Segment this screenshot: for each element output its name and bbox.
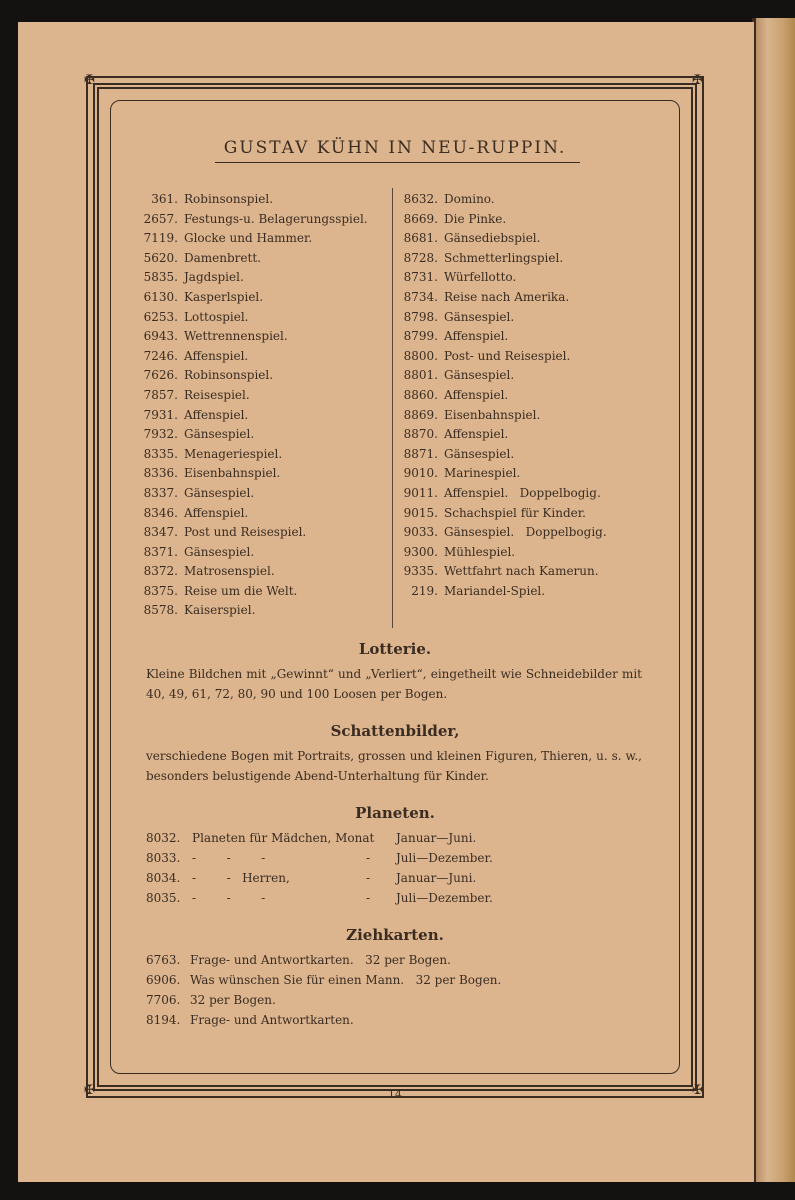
item-number: 8347.: [143, 525, 178, 540]
list-item: [140, 582, 390, 602]
list-item: [400, 249, 650, 269]
list-item: [146, 888, 642, 908]
item-name: Domino.: [444, 192, 495, 206]
lotterie-description: Kleine Bildchen mit „Gewinnt“ und „Verliert“, eingetheilt wie Schneidebilder mit 40, 49, 61, 72, 80, 90 und 100 Loosen per Bogen.: [146, 667, 642, 701]
list-item: [400, 210, 650, 230]
item-number: 8194.: [146, 1013, 181, 1027]
item-name: 32 per Bogen.: [190, 993, 276, 1007]
item-number: 7246.: [143, 348, 178, 363]
item-number: 8869.: [403, 407, 438, 422]
list-item: [140, 210, 390, 230]
list-item: [400, 347, 650, 367]
item-number: 5620.: [143, 250, 178, 265]
item-number: 8870.: [403, 427, 438, 442]
item-number: 8800.: [403, 348, 438, 363]
list-item: [146, 868, 642, 888]
item-name: Frage- und Antwortkarten.: [190, 1013, 354, 1027]
item-number: 7931.: [143, 407, 178, 422]
item-name: Würfellotto.: [444, 270, 517, 285]
item-number: 7857.: [143, 387, 178, 402]
facing-page-edge: [756, 18, 795, 1182]
list-item: [140, 347, 390, 367]
item-name: Marinespiel.: [444, 466, 521, 481]
planeten-c2: -: [366, 851, 371, 865]
list-item: [400, 582, 650, 602]
list-item: [400, 308, 650, 328]
list-item: [140, 406, 390, 426]
item-number: 8871.: [403, 446, 438, 461]
item-number: 8669.: [403, 211, 438, 226]
section-heading-schattenbilder: Schattenbilder,: [330, 722, 460, 740]
list-item: [146, 990, 642, 1010]
item-name: Gänsespiel.: [184, 427, 255, 442]
corner-ornament-icon: ✠: [692, 1083, 703, 1098]
item-name: Eisenbahnspiel.: [444, 407, 541, 422]
list-item: [140, 249, 390, 269]
list-item: [400, 425, 650, 445]
item-number: 6906.: [146, 973, 181, 987]
item-name: Reise um die Welt.: [184, 583, 298, 598]
planeten-c1: - - Herren,: [192, 871, 290, 885]
item-number: 9335.: [403, 564, 438, 579]
column-divider: [392, 188, 393, 628]
list-item: [146, 1010, 642, 1030]
list-item: [400, 504, 650, 524]
item-name: Affenspiel. Doppelbogig.: [444, 485, 601, 500]
list-item: [140, 504, 390, 524]
list-item: [140, 601, 390, 621]
item-name: Glocke und Hammer.: [184, 231, 313, 246]
list-item: [400, 406, 650, 426]
list-item: [400, 268, 650, 288]
item-name: Gänsespiel. Doppelbogig.: [444, 525, 607, 540]
list-item: [400, 288, 650, 308]
games-list-left: [140, 190, 390, 621]
planeten-c3: Juli—Dezember.: [396, 891, 493, 905]
list-item: [140, 229, 390, 249]
title-underline: [215, 162, 580, 163]
item-number: 6253.: [143, 309, 178, 324]
ziehkarten-list: [146, 950, 642, 1030]
list-item: [146, 950, 642, 970]
item-name: Die Pinke.: [444, 211, 507, 226]
list-item: [140, 386, 390, 406]
item-number: 8734.: [403, 289, 438, 304]
item-number: 219.: [411, 583, 438, 598]
item-name: Menageriespiel.: [184, 446, 283, 461]
item-name: Frage- und Antwortkarten. 32 per Bogen.: [190, 953, 451, 967]
item-number: 8728.: [403, 250, 438, 265]
item-number: 8798.: [403, 309, 438, 324]
section-heading-ziehkarten: Ziehkarten.: [346, 926, 444, 944]
item-name: Robinsonspiel.: [184, 368, 274, 383]
item-name: Matrosenspiel.: [184, 564, 275, 579]
list-item: [400, 366, 650, 386]
section-heading-planeten: Planeten.: [355, 804, 435, 822]
planeten-c1: Planeten für Mädchen, Monat: [192, 831, 375, 845]
item-number: 7119.: [143, 231, 178, 246]
item-name: Post- und Reisespiel.: [444, 348, 571, 363]
item-number: 9011.: [403, 485, 438, 500]
item-number: 8375.: [143, 583, 178, 598]
page-number: 14: [388, 1088, 402, 1101]
item-number: 8731.: [403, 270, 438, 285]
item-number: 9010.: [403, 466, 438, 481]
item-name: Eisenbahnspiel.: [184, 466, 281, 481]
item-name: Wettrennenspiel.: [184, 329, 288, 344]
list-item: [400, 523, 650, 543]
item-name: Kasperlspiel.: [184, 289, 264, 304]
item-name: Gänsespiel.: [444, 446, 515, 461]
item-number: 5835.: [143, 270, 178, 285]
item-number: 6130.: [143, 289, 178, 304]
planeten-c2: -: [366, 891, 371, 905]
list-item: [140, 464, 390, 484]
list-item: [140, 445, 390, 465]
planeten-c3: Januar—Juni.: [396, 871, 477, 885]
item-name: Affenspiel.: [444, 329, 509, 344]
item-name: Affenspiel.: [184, 348, 249, 363]
list-item: [140, 562, 390, 582]
list-item: [400, 327, 650, 347]
list-item: [140, 268, 390, 288]
item-name: Affenspiel.: [444, 387, 509, 402]
item-number: 8681.: [403, 231, 438, 246]
list-item: [140, 366, 390, 386]
item-name: Gänsediebspiel.: [444, 231, 541, 246]
item-number: 9015.: [403, 505, 438, 520]
item-number: 7626.: [143, 368, 178, 383]
planeten-num: 8035.: [146, 891, 181, 905]
item-number: 8337.: [143, 485, 178, 500]
item-number: 8346.: [143, 505, 178, 520]
page-title: GUSTAV KÜHN IN NEU-RUPPIN.: [223, 138, 567, 158]
planeten-num: 8032.: [146, 831, 181, 845]
planeten-c2: -: [366, 871, 371, 885]
corner-ornament-icon: ✠: [84, 73, 95, 88]
schattenbilder-description: verschiedene Bogen mit Portraits, grossen und kleinen Figuren, Thieren, u. s. w., besonders belustigende Abend-Unterhaltung für Kinder.: [146, 749, 642, 783]
list-item: [400, 190, 650, 210]
item-name: Affenspiel.: [184, 407, 249, 422]
planeten-num: 8034.: [146, 871, 181, 885]
item-number: 6943.: [143, 329, 178, 344]
list-item: [140, 484, 390, 504]
list-item: [146, 970, 642, 990]
item-number: 8578.: [143, 603, 178, 618]
list-item: [140, 523, 390, 543]
list-item: [400, 386, 650, 406]
list-item: [400, 562, 650, 582]
item-number: 8335.: [143, 446, 178, 461]
item-name: Mühlespiel.: [444, 544, 516, 559]
list-item: [146, 828, 642, 848]
item-name: Affenspiel.: [184, 505, 249, 520]
item-name: Lottospiel.: [184, 309, 249, 324]
list-item: [400, 543, 650, 563]
list-item: [140, 543, 390, 563]
planeten-c3: Juli—Dezember.: [396, 851, 493, 865]
item-name: Gänsespiel.: [184, 544, 255, 559]
item-name: Affenspiel.: [444, 427, 509, 442]
list-item: [146, 848, 642, 868]
planeten-c3: Januar—Juni.: [396, 831, 477, 845]
item-name: Schachspiel für Kinder.: [444, 505, 586, 520]
item-name: Kaiserspiel.: [184, 603, 256, 618]
item-number: 6763.: [146, 953, 181, 967]
item-number: 361.: [151, 192, 178, 206]
item-name: Gänsespiel.: [184, 485, 255, 500]
item-name: Post und Reisespiel.: [184, 525, 307, 540]
item-number: 8632.: [403, 192, 438, 206]
list-item: [140, 308, 390, 328]
item-name: Reise nach Amerika.: [444, 289, 570, 304]
list-item: [140, 190, 390, 210]
item-number: 8372.: [143, 564, 178, 579]
planeten-c1: - - -: [192, 891, 266, 905]
item-number: 8336.: [143, 466, 178, 481]
item-number: 7932.: [143, 427, 178, 442]
item-number: 7706.: [146, 993, 181, 1007]
item-name: Festungs-u. Belagerungsspiel.: [184, 211, 368, 226]
planeten-list: [146, 828, 642, 908]
item-number: 8799.: [403, 329, 438, 344]
item-name: Robinsonspiel.: [184, 192, 274, 206]
corner-ornament-icon: ✠: [692, 73, 703, 88]
list-item: [140, 327, 390, 347]
section-heading-lotterie: Lotterie.: [358, 640, 432, 658]
item-name: Damenbrett.: [184, 250, 261, 265]
item-number: 9033.: [403, 525, 438, 540]
item-name: Reisespiel.: [184, 387, 250, 402]
games-list-right: [400, 190, 650, 601]
corner-ornament-icon: ✠: [84, 1083, 95, 1098]
item-number: 8860.: [403, 387, 438, 402]
item-number: 8371.: [143, 544, 178, 559]
item-number: 8801.: [403, 368, 438, 383]
item-name: Schmetterlingspiel.: [444, 250, 564, 265]
item-name: Wettfahrt nach Kamerun.: [444, 564, 599, 579]
planeten-num: 8033.: [146, 851, 181, 865]
item-number: 9300.: [403, 544, 438, 559]
item-name: Jagdspiel.: [184, 270, 244, 285]
item-name: Gänsespiel.: [444, 309, 515, 324]
list-item: [400, 229, 650, 249]
list-item: [400, 484, 650, 504]
item-name: Was wünschen Sie für einen Mann. 32 per Bogen.: [190, 973, 502, 987]
item-name: Gänsespiel.: [444, 368, 515, 383]
planeten-c1: - - -: [192, 851, 266, 865]
list-item: [400, 445, 650, 465]
list-item: [140, 425, 390, 445]
list-item: [140, 288, 390, 308]
item-number: 2657.: [143, 211, 178, 226]
list-item: [400, 464, 650, 484]
item-name: Mariandel-Spiel.: [444, 583, 546, 598]
